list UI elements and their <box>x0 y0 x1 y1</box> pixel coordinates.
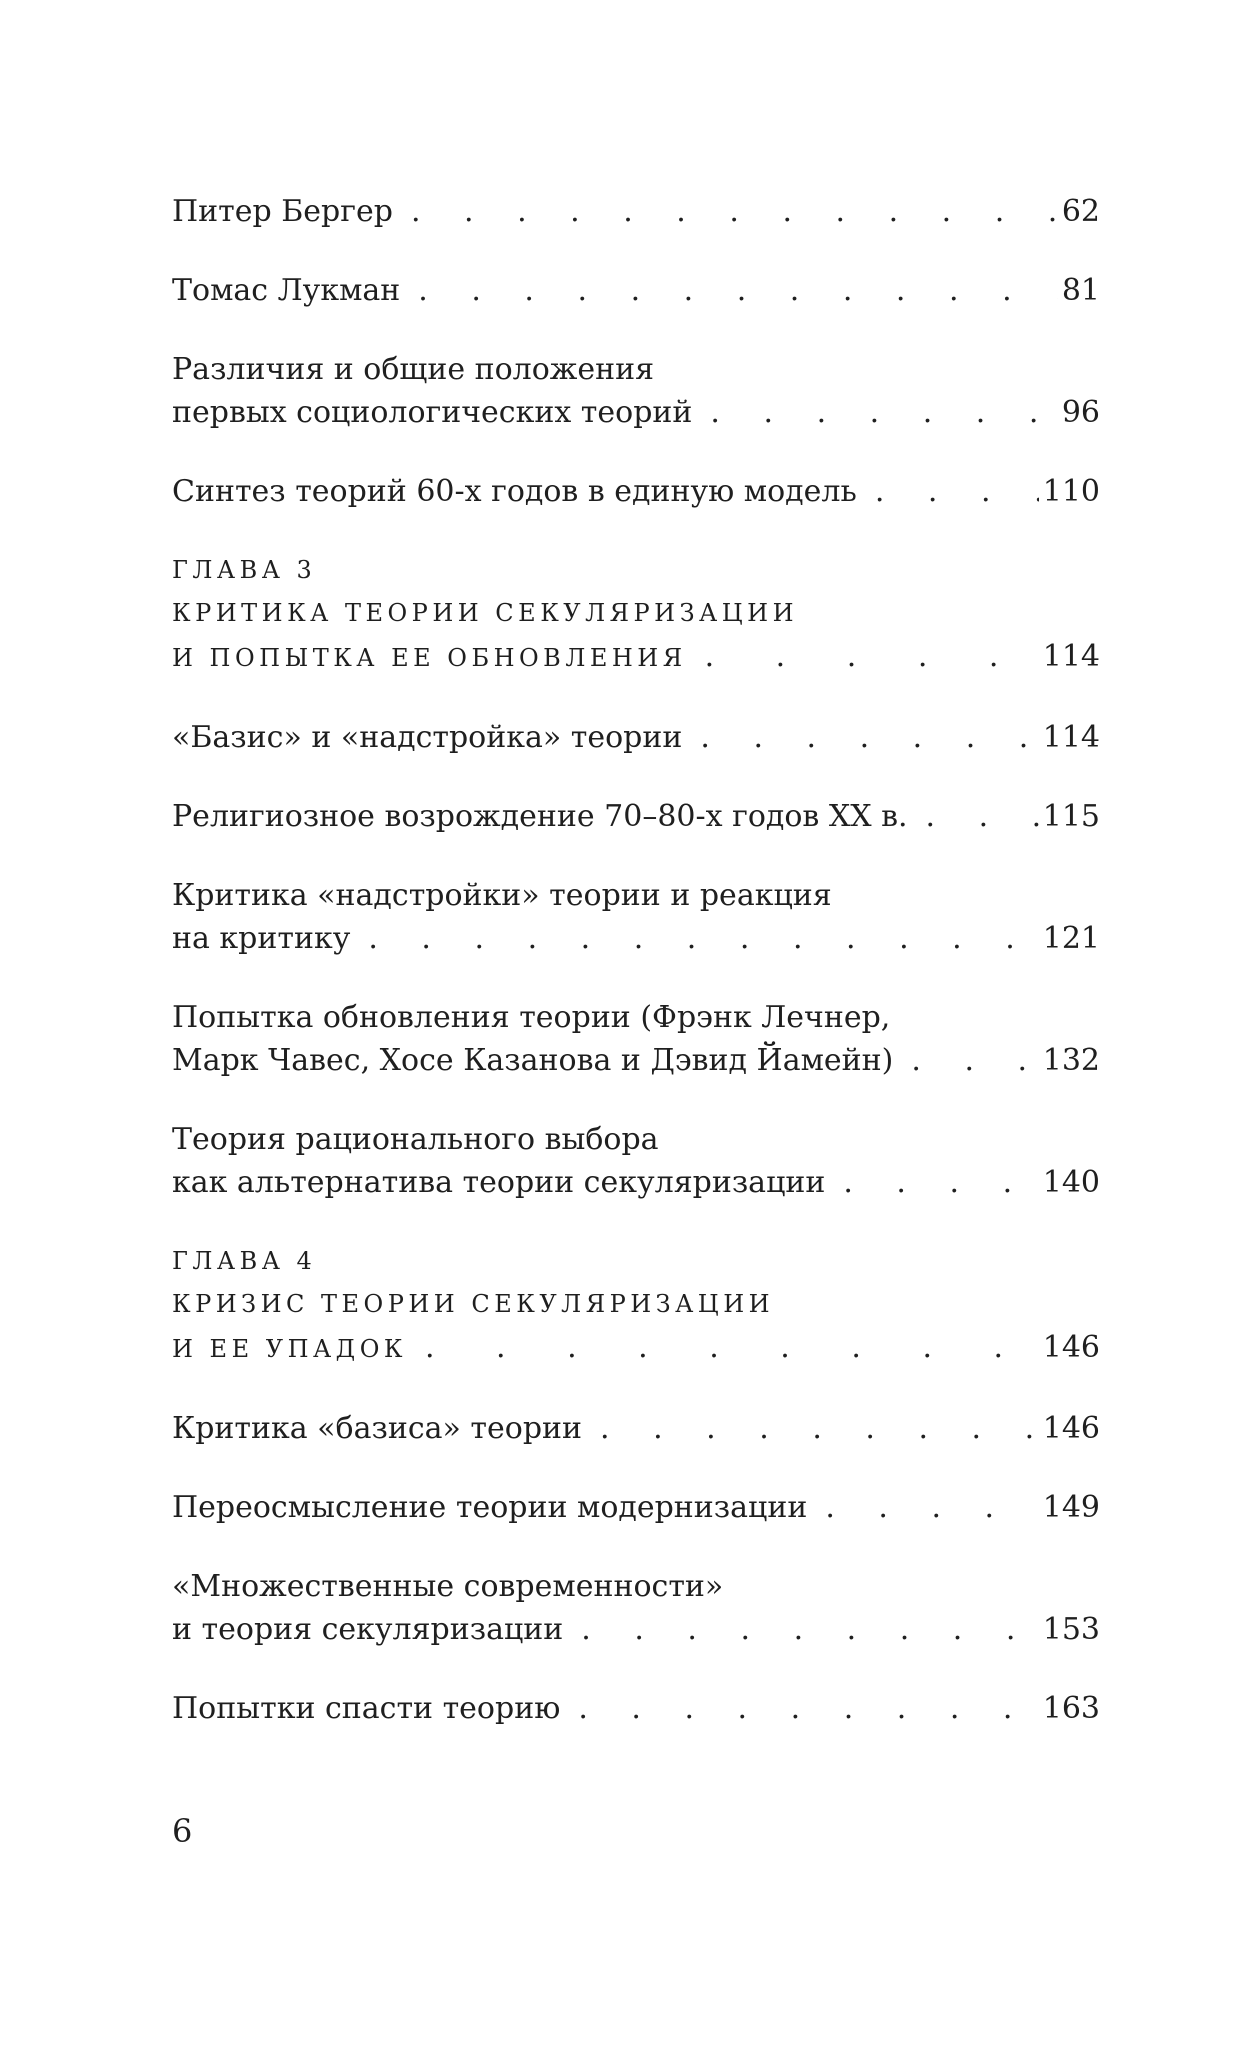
leader-dots <box>578 1687 1038 1730</box>
toc-entry-title-line: и теория секуляризации <box>172 1612 564 1647</box>
toc-entry <box>172 716 1100 759</box>
leader-dots <box>843 1161 1038 1204</box>
toc-page-number: 114 <box>1042 720 1100 755</box>
leader-dots <box>368 917 1038 960</box>
toc-entry-title-line: Попытки спасти теорию <box>172 1691 561 1726</box>
toc-page-number: 110 <box>1042 474 1100 509</box>
toc-entry <box>172 348 1100 434</box>
toc-entry-title-line: «Базис» и «надстройка» теории <box>172 720 683 755</box>
leader-dots <box>911 1039 1038 1082</box>
toc-page-number: 96 <box>1061 395 1100 430</box>
leader-dots <box>710 391 1057 434</box>
toc-page-number: 140 <box>1042 1165 1100 1200</box>
toc-page-number: 114 <box>1042 639 1100 674</box>
chapter-title-line: И ЕЕ УПАДОК <box>172 1335 407 1363</box>
toc-entry <box>172 795 1100 838</box>
leader-dots <box>600 1407 1039 1450</box>
toc-entry <box>172 874 1100 960</box>
toc-entry <box>172 190 1100 233</box>
toc-entry <box>172 470 1100 513</box>
table-of-contents <box>172 190 1100 1766</box>
toc-page-number: 62 <box>1061 194 1100 229</box>
leader-dots <box>825 1486 1038 1529</box>
toc-entry <box>172 996 1100 1082</box>
toc-page-number: 153 <box>1042 1612 1100 1647</box>
toc-page-number: 149 <box>1042 1490 1100 1525</box>
leader-dots <box>418 269 1058 312</box>
leader-dots <box>700 716 1038 759</box>
toc-entry-title-line: Религиозное возрождение 70–80-х годов XX в. <box>172 799 908 834</box>
toc-entry <box>172 1407 1100 1450</box>
page-number: 6 <box>172 1812 193 1850</box>
leader-dots <box>411 190 1058 233</box>
chapter-label: ГЛАВА 3 <box>172 556 317 584</box>
toc-entry <box>172 1687 1100 1730</box>
leader-dots <box>926 795 1039 838</box>
toc-entry-title-line: Питер Бергер <box>172 194 393 229</box>
toc-entry-title-line: Переосмысление теории модернизации <box>172 1490 808 1525</box>
toc-entry <box>172 269 1100 312</box>
toc-entry <box>172 1486 1100 1529</box>
toc-entry-title-line: Попытка обновления теории (Фрэнк Лечнер, <box>172 1000 891 1035</box>
toc-entry-title-line: «Множественные современности» <box>172 1569 724 1604</box>
leader-dots <box>875 470 1039 513</box>
leader-dots <box>705 635 1035 678</box>
chapter-title-line: КРИТИКА ТЕОРИИ СЕКУЛЯРИЗАЦИИ <box>172 599 799 627</box>
toc-entry-title-line: на критику <box>172 921 351 956</box>
toc-entry-title-line: Синтез теорий 60-х годов в единую модель <box>172 474 857 509</box>
toc-page-number: 121 <box>1042 921 1100 956</box>
chapter-title-line: КРИЗИС ТЕОРИИ СЕКУЛЯРИЗАЦИИ <box>172 1290 775 1318</box>
leader-dots <box>425 1326 1035 1369</box>
chapter-title-line: И ПОПЫТКА ЕЕ ОБНОВЛЕНИЯ <box>172 644 687 672</box>
toc-page-number: 163 <box>1042 1691 1100 1726</box>
toc-page-number: 146 <box>1042 1411 1100 1446</box>
toc-entry-title-line: Критика «надстройки» теории и реакция <box>172 878 832 913</box>
toc-entry-title-line: Различия и общие положения <box>172 352 655 387</box>
toc-entry <box>172 1118 1100 1204</box>
toc-entry-title-line: Марк Чавес, Хосе Казанова и Дэвид Йамейн) <box>172 1043 894 1078</box>
toc-entry-title-line: Теория рационального выбора <box>172 1122 659 1157</box>
toc-entry-title-line: Томас Лукман <box>172 273 401 308</box>
toc-entry-title-line: как альтернатива теории секуляризации <box>172 1165 826 1200</box>
toc-entry-title-line: Критика «базиса» теории <box>172 1411 583 1446</box>
toc-entry <box>172 1565 1100 1651</box>
toc-chapter-heading <box>172 1240 1100 1371</box>
leader-dots <box>581 1608 1038 1651</box>
toc-entry-title-line: первых социологических теорий <box>172 395 693 430</box>
toc-page-number: 132 <box>1042 1043 1100 1078</box>
toc-page-number: 115 <box>1042 799 1100 834</box>
toc-chapter-heading <box>172 549 1100 680</box>
chapter-label: ГЛАВА 4 <box>172 1247 317 1275</box>
toc-page-number: 146 <box>1042 1330 1100 1365</box>
toc-page-number: 81 <box>1061 273 1100 308</box>
